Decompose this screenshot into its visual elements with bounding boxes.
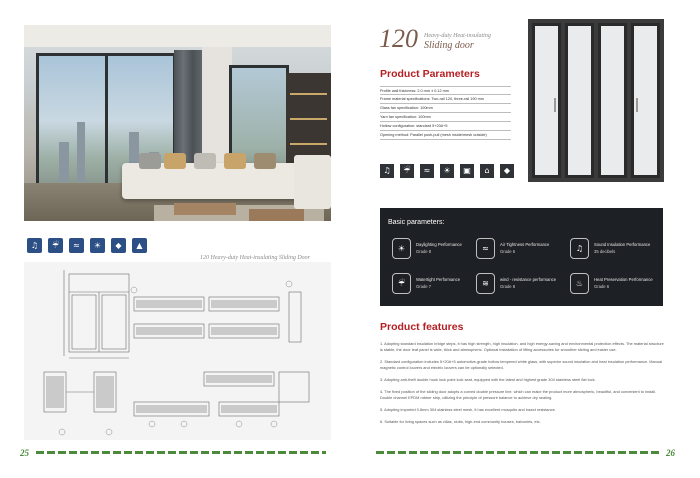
drawing-title: 120 Heavy-duty Heat-insulating Sliding Door bbox=[200, 255, 310, 261]
feature-item: 4. The fixed position of the sliding door adopts a curved double pressure line, which can make the product more atmospheric, beautiful, and convenient to install. Double channel EPDM rubber strip, utilizing the principle of pressure balance to achieve dry sealing. bbox=[380, 389, 657, 400]
basic-parameters-panel bbox=[380, 208, 663, 306]
sun-icon: ☀ bbox=[440, 164, 454, 178]
feature-item: 5. Adopting imported 0.8mm 304 stainless steel mesh, it has excellent mosquito and insect resistance. bbox=[380, 407, 556, 412]
feature-item: 1. Adopting standard insulation bridge strips, it has high strength, high insulation, and high energy-saving and environmental protection effects. The material structure is stable, the door leaf panel is wide, thick and atmospheric. Optional installation of lifting accessories for smoother sliding and easier use. bbox=[380, 341, 664, 352]
insulation-icon: ▲ bbox=[132, 238, 147, 253]
basic-parameters-title: Basic parameters: bbox=[388, 219, 445, 226]
basic-param-sound: ♫ Sound Insulation Performance 35 decibels bbox=[570, 238, 660, 260]
sun-icon: ☀ bbox=[90, 238, 105, 253]
water-icon: ☔ bbox=[392, 273, 411, 294]
product-parameters-title: Product Parameters bbox=[380, 68, 480, 80]
parameter-row: Profile wall thickness: 2.0 mm ± 0.12 mm bbox=[380, 86, 511, 95]
wind-resistance-icon: ≋ bbox=[476, 273, 495, 294]
feature-item: 6. Suitable for living spaces such as villas, clubs, high-end community houses, balconies, etc. bbox=[380, 419, 541, 424]
basic-param-daylighting: ☀ Daylighting Performance Grade 8 bbox=[392, 238, 482, 260]
sound-icon: ♫ bbox=[27, 238, 42, 253]
technical-drawing bbox=[24, 262, 331, 440]
wind-icon: ≈ bbox=[476, 238, 495, 259]
feature-item: 2. Standard configuration includes 5+20A+5 automotive-grade hollow tempered white glass, with superior sound insulation and heat insulation performance. Manual magnetic control louvers and electric louvers can be optionally selected. bbox=[380, 359, 663, 370]
sound-icon: ♫ bbox=[570, 238, 589, 259]
basic-param-heat-preservation: ♨ Heat Preservation Performance Grade 6 bbox=[570, 273, 660, 295]
parameter-row: Opening method: Parallel push-pull (mesh inside/mesh outside) bbox=[380, 131, 511, 140]
sound-icon: ♫ bbox=[380, 164, 394, 178]
feature-item: 3. Adopting anti-theft double hook lock point lock seat, equipped with the latest and highest grade 304 stainless steel flat lock. bbox=[380, 377, 596, 382]
product-features-title: Product features bbox=[380, 321, 464, 333]
feature-icon-row bbox=[27, 238, 147, 253]
product-features-list bbox=[380, 341, 664, 431]
thermometer-icon: ♨ bbox=[570, 273, 589, 294]
basic-param-watertight: ☔ Watertight Performance Grade 7 bbox=[392, 273, 482, 295]
parameter-row: Glass fan specification: 100mm bbox=[380, 104, 511, 113]
sliding-door-image bbox=[528, 19, 664, 182]
lock-icon: ▣ bbox=[460, 164, 474, 178]
footer-line-right bbox=[376, 451, 660, 454]
page-number-right: 26 bbox=[666, 448, 675, 458]
basic-param-wind-resistance: ≋ wind - resistance performance Grade 8 bbox=[476, 273, 566, 295]
footer-line-left bbox=[36, 451, 326, 454]
title-main: Sliding door bbox=[424, 40, 474, 51]
section-drawing-svg bbox=[24, 262, 331, 440]
water-icon: ☔ bbox=[400, 164, 414, 178]
model-number: 120 bbox=[379, 24, 418, 53]
home-icon: ⌂ bbox=[480, 164, 494, 178]
parameter-row: Frame material specifications: Two-rail 120, three-rail 190 mm bbox=[380, 95, 511, 104]
title-subtitle: Heavy-duty Heat-insulating bbox=[424, 33, 491, 39]
basic-param-air-tightness: ≈ Air Tightness Performance Grade 6 bbox=[476, 238, 566, 260]
parameters-table bbox=[380, 86, 511, 140]
parameter-icon-row bbox=[380, 164, 514, 178]
shield-icon: ◆ bbox=[500, 164, 514, 178]
interior-photo bbox=[24, 25, 331, 221]
page-number-left: 25 bbox=[20, 448, 29, 458]
water-icon: ☔ bbox=[48, 238, 63, 253]
security-icon: ◆ bbox=[111, 238, 126, 253]
parameter-row: Yarn fan specification: 100mm bbox=[380, 113, 511, 122]
wind-icon: ≈ bbox=[420, 164, 434, 178]
parameter-row: Hollow configuration: standard 5+20A+5 bbox=[380, 122, 511, 131]
sun-icon: ☀ bbox=[392, 238, 411, 259]
wind-icon: ≈ bbox=[69, 238, 84, 253]
